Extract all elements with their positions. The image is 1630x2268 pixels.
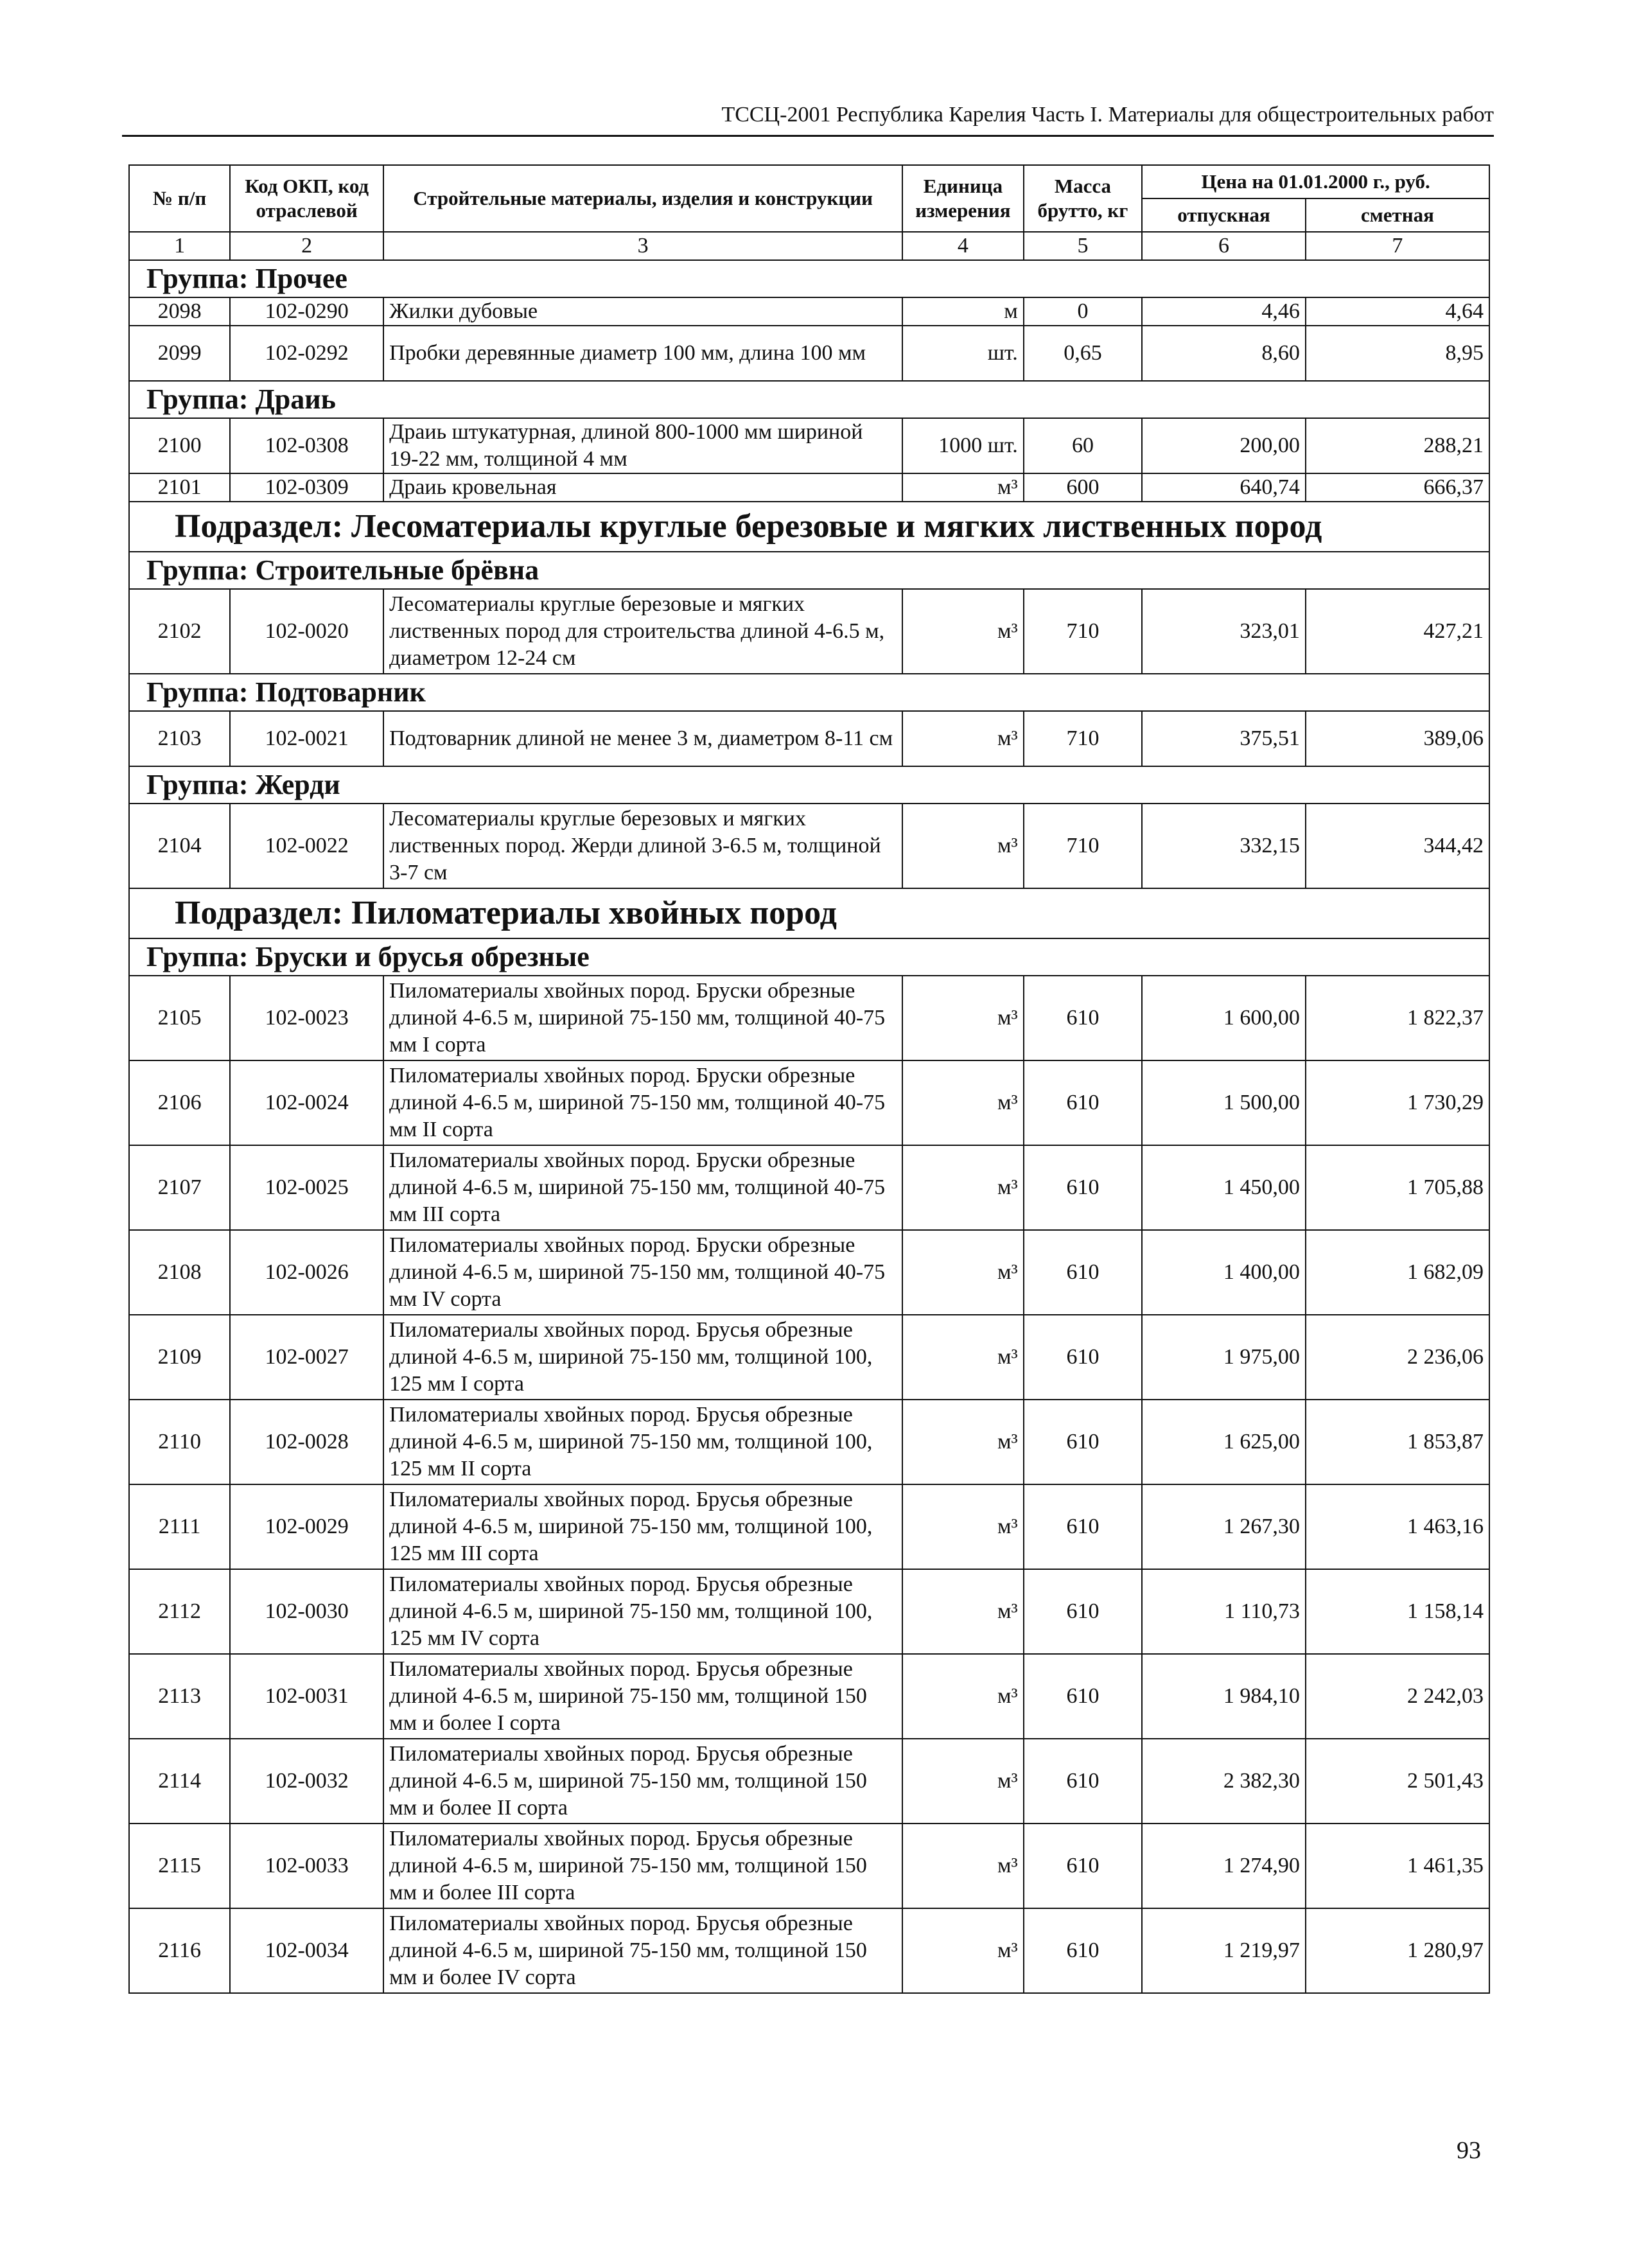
row-price-release: 4,46 [1142,297,1306,326]
row-price-estimate: 1 280,97 [1306,1908,1489,1993]
table-row [129,589,1489,674]
row-price-estimate: 344,42 [1306,804,1489,888]
row-price-release: 200,00 [1142,418,1306,473]
row-name: Подтоварник длиной не менее 3 м, диаметром 8-11 см [383,711,902,766]
row-code: 102-0292 [230,326,383,381]
row-price-release: 8,60 [1142,326,1306,381]
row-name: Пиломатериалы хвойных пород. Бруски обрезные длиной 4-6.5 м, шириной 75-150 мм, толщиной 40-75 мм I сорта [383,976,902,1060]
table-body [129,260,1489,1993]
row-price-release: 1 500,00 [1142,1060,1306,1145]
row-unit: м³ [902,1230,1024,1315]
row-number: 2101 [129,473,230,502]
row-number: 2109 [129,1315,230,1400]
row-unit: м³ [902,1400,1024,1484]
row-mass: 610 [1024,1315,1142,1400]
row-unit: м³ [902,1145,1024,1230]
group-title: Группа: Прочее [129,260,1489,297]
row-code: 102-0025 [230,1145,383,1230]
row-name: Драиь штукатурная, длиной 800-1000 мм шириной 19-22 мм, толщиной 4 мм [383,418,902,473]
row-name: Пиломатериалы хвойных пород. Бруски обрезные длиной 4-6.5 м, шириной 75-150 мм, толщиной 40-75 мм IV сорта [383,1230,902,1315]
row-number: 2111 [129,1484,230,1569]
row-code: 102-0033 [230,1824,383,1908]
row-price-estimate: 1 705,88 [1306,1145,1489,1230]
row-price-release: 1 274,90 [1142,1824,1306,1908]
row-code: 102-0021 [230,711,383,766]
row-unit: шт. [902,326,1024,381]
row-price-estimate: 1 730,29 [1306,1060,1489,1145]
row-number: 2099 [129,326,230,381]
group-title: Группа: Бруски и брусья обрезные [129,938,1489,976]
subsection-title: Подраздел: Лесоматериалы круглые березовые и мягких лиственных пород [129,502,1489,552]
row-number: 2104 [129,804,230,888]
row-price-release: 1 975,00 [1142,1315,1306,1400]
row-price-estimate: 389,06 [1306,711,1489,766]
row-mass: 0 [1024,297,1142,326]
row-mass: 610 [1024,976,1142,1060]
row-name: Пиломатериалы хвойных пород. Брусья обрезные длиной 4-6.5 м, шириной 75-150 мм, толщиной 150 мм и более I сорта [383,1654,902,1739]
row-price-release: 640,74 [1142,473,1306,502]
table-row [129,1824,1489,1908]
row-mass: 610 [1024,1908,1142,1993]
table-row [129,976,1489,1060]
row-unit: 1000 шт. [902,418,1024,473]
column-header-code: Код ОКП, код отраслевой [230,165,383,232]
header-rule [122,135,1494,137]
column-number: 3 [383,232,902,260]
table-row [129,1484,1489,1569]
row-mass: 610 [1024,1230,1142,1315]
row-price-estimate: 427,21 [1306,589,1489,674]
table-row [129,1060,1489,1145]
group-title: Группа: Жерди [129,766,1489,804]
table-row [129,804,1489,888]
row-unit: м³ [902,589,1024,674]
materials-price-table [128,164,1490,1994]
row-mass: 610 [1024,1400,1142,1484]
row-price-estimate: 666,37 [1306,473,1489,502]
table-row [129,1908,1489,1993]
row-price-release: 375,51 [1142,711,1306,766]
row-name: Пиломатериалы хвойных пород. Брусья обрезные длиной 4-6.5 м, шириной 75-150 мм, толщиной 100, 125 мм IV сорта [383,1569,902,1654]
row-code: 102-0032 [230,1739,383,1824]
column-number: 6 [1142,232,1306,260]
row-price-release: 1 625,00 [1142,1400,1306,1484]
row-number: 2103 [129,711,230,766]
column-number: 7 [1306,232,1489,260]
row-number: 2107 [129,1145,230,1230]
row-name: Лесоматериалы круглые березовых и мягких лиственных пород. Жерди длиной 3-6.5 м, толщиной 3-7 см [383,804,902,888]
column-number: 4 [902,232,1024,260]
row-price-release: 323,01 [1142,589,1306,674]
row-code: 102-0023 [230,976,383,1060]
table-row [129,711,1489,766]
table-row [129,1654,1489,1739]
row-mass: 610 [1024,1060,1142,1145]
row-mass: 710 [1024,589,1142,674]
row-unit: м [902,297,1024,326]
row-name: Пробки деревянные диаметр 100 мм, длина 100 мм [383,326,902,381]
row-code: 102-0024 [230,1060,383,1145]
table-row [129,418,1489,473]
row-number: 2112 [129,1569,230,1654]
table-row [129,1315,1489,1400]
row-unit: м³ [902,976,1024,1060]
group-row [129,674,1489,711]
row-price-release: 1 110,73 [1142,1569,1306,1654]
row-code: 102-0029 [230,1484,383,1569]
row-number: 2102 [129,589,230,674]
row-code: 102-0031 [230,1654,383,1739]
row-code: 102-0022 [230,804,383,888]
row-mass: 610 [1024,1654,1142,1739]
row-mass: 710 [1024,804,1142,888]
group-row [129,552,1489,589]
row-number: 2098 [129,297,230,326]
row-price-estimate: 2 236,06 [1306,1315,1489,1400]
table-row [129,473,1489,502]
table-row [129,297,1489,326]
row-price-release: 1 219,97 [1142,1908,1306,1993]
row-name: Пиломатериалы хвойных пород. Брусья обрезные длиной 4-6.5 м, шириной 75-150 мм, толщиной 150 мм и более II сорта [383,1739,902,1824]
row-number: 2106 [129,1060,230,1145]
row-price-release: 332,15 [1142,804,1306,888]
row-unit: м³ [902,1654,1024,1739]
row-price-release: 1 984,10 [1142,1654,1306,1739]
table-row [129,1400,1489,1484]
group-row [129,381,1489,418]
row-unit: м³ [902,1739,1024,1824]
row-name: Пиломатериалы хвойных пород. Бруски обрезные длиной 4-6.5 м, шириной 75-150 мм, толщиной 40-75 мм III сорта [383,1145,902,1230]
row-name: Пиломатериалы хвойных пород. Бруски обрезные длиной 4-6.5 м, шириной 75-150 мм, толщиной 40-75 мм II сорта [383,1060,902,1145]
row-unit: м³ [902,1569,1024,1654]
row-mass: 0,65 [1024,326,1142,381]
row-name: Жилки дубовые [383,297,902,326]
column-header-price: Цена на 01.01.2000 г., руб. [1142,165,1489,198]
row-unit: м³ [902,473,1024,502]
column-header-number: № п/п [129,165,230,232]
row-price-release: 1 450,00 [1142,1145,1306,1230]
row-name: Пиломатериалы хвойных пород. Брусья обрезные длиной 4-6.5 м, шириной 75-150 мм, толщиной 150 мм и более III сорта [383,1824,902,1908]
column-number: 5 [1024,232,1142,260]
subsection-title: Подраздел: Пиломатериалы хвойных пород [129,888,1489,938]
row-price-estimate: 1 158,14 [1306,1569,1489,1654]
row-name: Пиломатериалы хвойных пород. Брусья обрезные длиной 4-6.5 м, шириной 75-150 мм, толщиной 150 мм и более IV сорта [383,1908,902,1993]
column-header-price-release: отпускная [1142,198,1306,232]
row-unit: м³ [902,1824,1024,1908]
row-name: Пиломатериалы хвойных пород. Брусья обрезные длиной 4-6.5 м, шириной 75-150 мм, толщиной 100, 125 мм II сорта [383,1400,902,1484]
group-row [129,766,1489,804]
row-code: 102-0028 [230,1400,383,1484]
group-title: Группа: Подтоварник [129,674,1489,711]
row-code: 102-0027 [230,1315,383,1400]
row-code: 102-0030 [230,1569,383,1654]
row-mass: 610 [1024,1569,1142,1654]
row-code: 102-0290 [230,297,383,326]
row-mass: 610 [1024,1145,1142,1230]
row-number: 2115 [129,1824,230,1908]
row-name: Пиломатериалы хвойных пород. Брусья обрезные длиной 4-6.5 м, шириной 75-150 мм, толщиной 100, 125 мм III сорта [383,1484,902,1569]
row-unit: м³ [902,1484,1024,1569]
row-price-estimate: 2 242,03 [1306,1654,1489,1739]
column-header-mass: Масса брутто, кг [1024,165,1142,232]
row-unit: м³ [902,804,1024,888]
row-code: 102-0308 [230,418,383,473]
row-unit: м³ [902,1315,1024,1400]
row-unit: м³ [902,1060,1024,1145]
group-row [129,260,1489,297]
column-header-name: Стройтельные материалы, изделия и конструкции [383,165,902,232]
row-price-estimate: 1 853,87 [1306,1400,1489,1484]
column-header-price-estimate: сметная [1306,198,1489,232]
row-code: 102-0020 [230,589,383,674]
row-name: Драиь кровельная [383,473,902,502]
column-header-unit: Единица измерения [902,165,1024,232]
row-name: Пиломатериалы хвойных пород. Брусья обрезные длиной 4-6.5 м, шириной 75-150 мм, толщиной 100, 125 мм I сорта [383,1315,902,1400]
table-row [129,1145,1489,1230]
row-number: 2116 [129,1908,230,1993]
row-code: 102-0309 [230,473,383,502]
row-number: 2113 [129,1654,230,1739]
row-price-estimate: 4,64 [1306,297,1489,326]
table-row [129,1569,1489,1654]
row-mass: 610 [1024,1824,1142,1908]
row-price-estimate: 2 501,43 [1306,1739,1489,1824]
row-code: 102-0034 [230,1908,383,1993]
row-price-release: 1 267,30 [1142,1484,1306,1569]
row-mass: 710 [1024,711,1142,766]
row-name: Лесоматериалы круглые березовые и мягких лиственных пород для строительства длиной 4-6.5 м, диаметром 12-24 см [383,589,902,674]
row-price-release: 1 400,00 [1142,1230,1306,1315]
row-price-estimate: 1 682,09 [1306,1230,1489,1315]
row-unit: м³ [902,1908,1024,1993]
table-row [129,1739,1489,1824]
row-number: 2110 [129,1400,230,1484]
table-row [129,1230,1489,1315]
column-number: 1 [129,232,230,260]
subsection-row [129,502,1489,552]
row-price-release: 1 600,00 [1142,976,1306,1060]
row-mass: 610 [1024,1484,1142,1569]
row-mass: 610 [1024,1739,1142,1824]
row-price-estimate: 288,21 [1306,418,1489,473]
running-header: ТССЦ-2001 Республика Карелия Часть I. Материалы для общестроительных работ [721,103,1494,127]
row-code: 102-0026 [230,1230,383,1315]
row-price-estimate: 1 822,37 [1306,976,1489,1060]
group-title: Группа: Драиь [129,381,1489,418]
table-row [129,326,1489,381]
row-price-estimate: 1 463,16 [1306,1484,1489,1569]
row-number: 2114 [129,1739,230,1824]
column-number: 2 [230,232,383,260]
row-number: 2108 [129,1230,230,1315]
row-mass: 600 [1024,473,1142,502]
subsection-row [129,888,1489,938]
page-number: 93 [1457,2137,1481,2164]
row-number: 2105 [129,976,230,1060]
row-price-estimate: 8,95 [1306,326,1489,381]
row-number: 2100 [129,418,230,473]
row-price-release: 2 382,30 [1142,1739,1306,1824]
row-unit: м³ [902,711,1024,766]
column-number-row [129,232,1489,260]
group-row [129,938,1489,976]
group-title: Группа: Строительные брёвна [129,552,1489,589]
row-price-estimate: 1 461,35 [1306,1824,1489,1908]
row-mass: 60 [1024,418,1142,473]
